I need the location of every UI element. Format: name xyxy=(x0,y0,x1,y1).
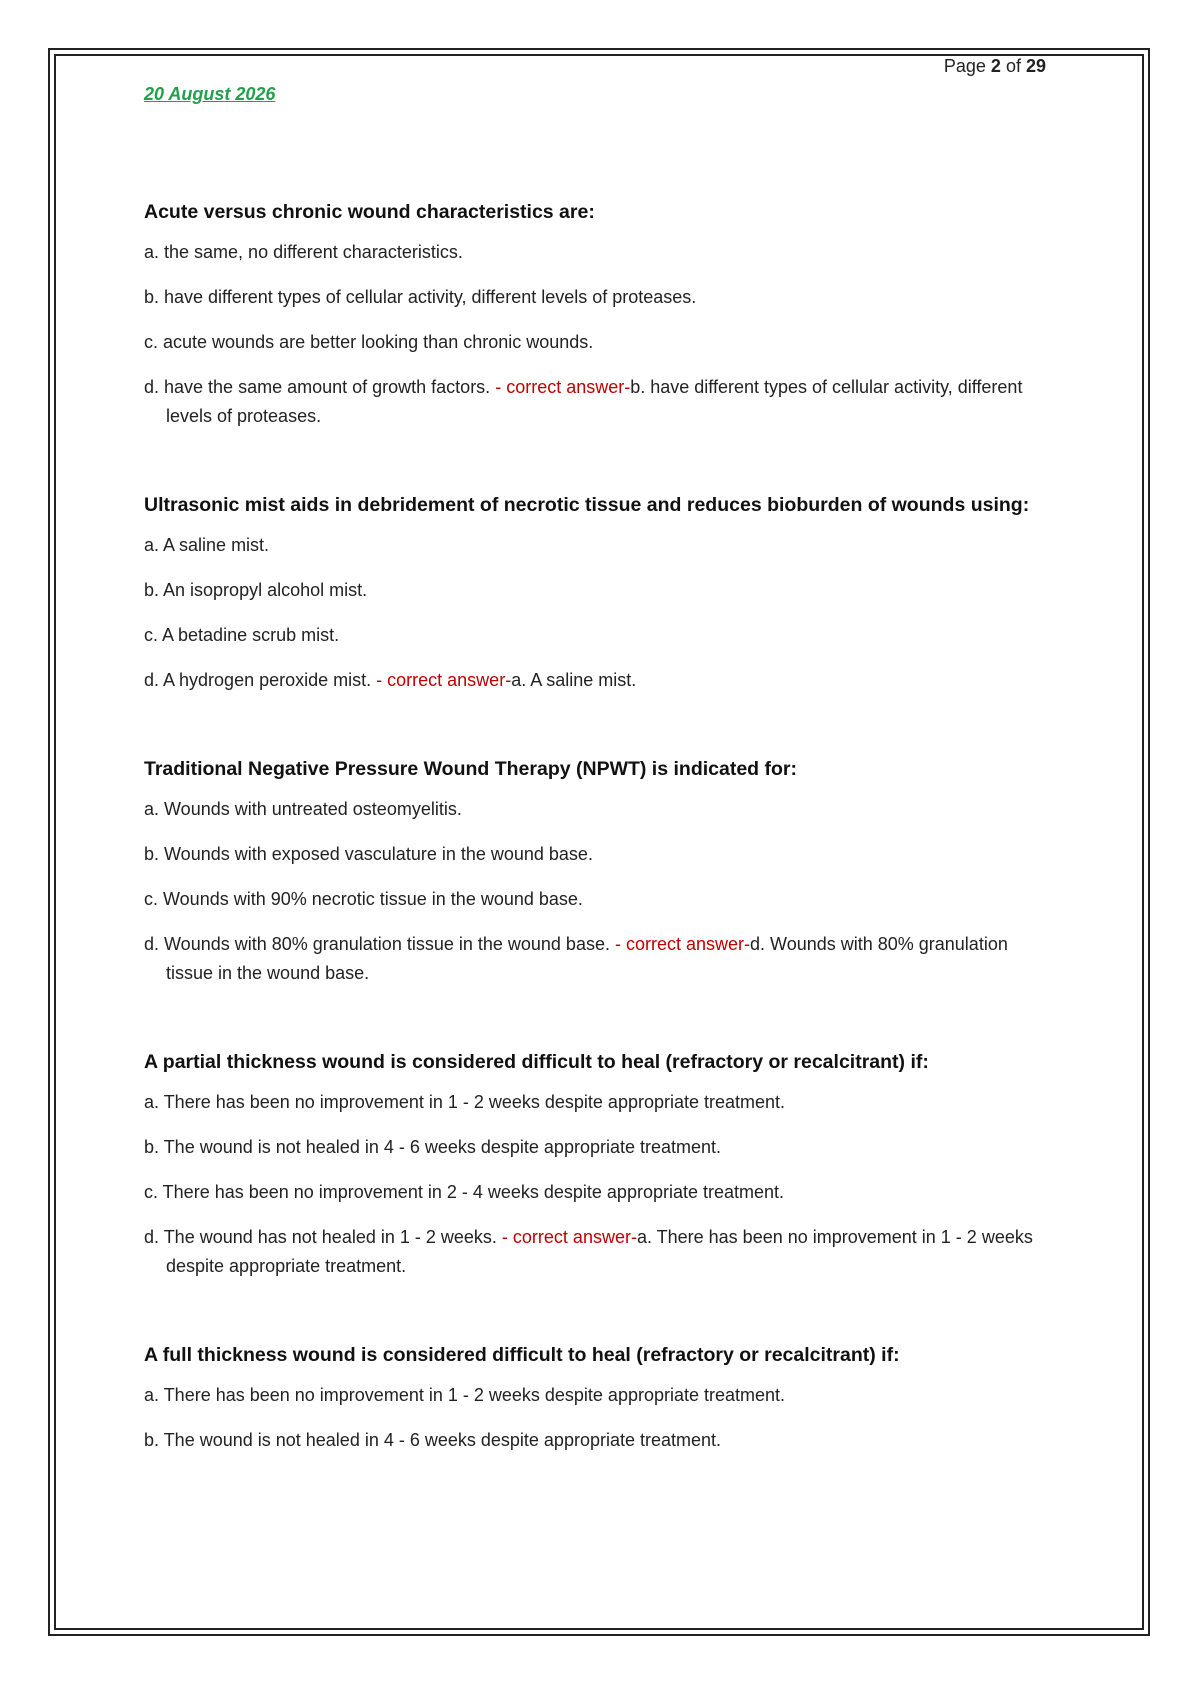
option-text: c. There has been no improvement in 2 - 4 weeks despite appropriate treatment. xyxy=(144,1182,785,1202)
question-text: A full thickness wound is considered difficult to heal (refractory or recalcitrant) if: xyxy=(144,1344,900,1366)
page-label: Page xyxy=(943,56,986,76)
answer-option xyxy=(144,283,1052,312)
correct-answer-text: a. There has been no improvement in 1 - 2 weeks despite appropriate treatment. xyxy=(166,1227,1033,1276)
option-text: a. There has been no improvement in 1 - 2 weeks despite appropriate treatment. xyxy=(144,1092,786,1112)
option-text: b. have different types of cellular activity, different levels of proteases. xyxy=(144,287,697,307)
option-text: a. There has been no improvement in 1 - 2 weeks despite appropriate treatment. xyxy=(144,1385,786,1405)
page-of: of xyxy=(1005,56,1021,76)
question-block xyxy=(144,196,1052,431)
question-text: Ultrasonic mist aids in debridement of necrotic tissue and reduces bioburden of wounds using: xyxy=(144,494,1030,516)
option-text: d. Wounds with 80% granulation tissue in the wound base. xyxy=(144,934,610,954)
option-text: a. Wounds with untreated osteomyelitis. xyxy=(144,799,462,819)
question-block xyxy=(144,1046,1052,1281)
correct-answer-tag: - correct answer- xyxy=(614,934,751,954)
question-text: A partial thickness wound is considered difficult to heal (refractory or recalcitrant) if: xyxy=(144,1051,929,1073)
answer-option xyxy=(144,1426,1052,1455)
answer-option xyxy=(144,1381,1052,1410)
option-text: d. A hydrogen peroxide mist. xyxy=(144,670,372,690)
correct-answer-text: b. have different types of cellular activity, different levels of proteases. xyxy=(166,377,1023,426)
answer-option xyxy=(144,621,1052,650)
answer-option xyxy=(144,930,1052,988)
answer-option xyxy=(144,885,1052,914)
question-text: Traditional Negative Pressure Wound Therapy (NPWT) is indicated for: xyxy=(144,758,797,780)
page-current: 2 xyxy=(990,56,1001,76)
page-number xyxy=(944,56,1046,77)
option-text: c. acute wounds are better looking than chronic wounds. xyxy=(144,332,594,352)
answer-option xyxy=(144,576,1052,605)
answer-option xyxy=(144,531,1052,560)
answer-option xyxy=(144,666,1052,695)
question-block xyxy=(144,1339,1052,1455)
option-text: a. the same, no different characteristics. xyxy=(144,242,463,262)
page-total: 29 xyxy=(1025,56,1046,76)
answer-option xyxy=(144,840,1052,869)
questions-list xyxy=(144,196,1052,1513)
answer-option xyxy=(144,1223,1052,1281)
option-text: c. Wounds with 90% necrotic tissue in the wound base. xyxy=(144,889,583,909)
option-text: d. have the same amount of growth factors. xyxy=(144,377,491,397)
answer-option xyxy=(144,373,1052,431)
answer-option xyxy=(144,1133,1052,1162)
correct-answer-tag: - correct answer- xyxy=(501,1227,637,1247)
answer-option xyxy=(144,328,1052,357)
option-text: c. A betadine scrub mist. xyxy=(144,625,340,645)
answer-option xyxy=(144,1178,1052,1207)
correct-answer-text: a. A saline mist. xyxy=(511,670,637,690)
option-text: b. The wound is not healed in 4 - 6 weeks despite appropriate treatment. xyxy=(144,1137,722,1157)
answer-option xyxy=(144,238,1052,267)
document-date: 20 August 2026 xyxy=(144,84,276,104)
question-block xyxy=(144,753,1052,988)
answer-option xyxy=(144,1088,1052,1117)
option-text: d. The wound has not healed in 1 - 2 weeks. xyxy=(144,1227,497,1247)
option-text: b. The wound is not healed in 4 - 6 weeks despite appropriate treatment. xyxy=(144,1430,722,1450)
question-block xyxy=(144,489,1052,695)
option-text: b. An isopropyl alcohol mist. xyxy=(144,580,368,600)
option-text: a. A saline mist. xyxy=(144,535,270,555)
correct-answer-tag: - correct answer- xyxy=(376,670,512,690)
question-text: Acute versus chronic wound characteristics are: xyxy=(144,201,595,223)
option-text: b. Wounds with exposed vasculature in the wound base. xyxy=(144,844,593,864)
correct-answer-tag: - correct answer- xyxy=(495,377,631,397)
correct-answer-text: d. Wounds with 80% granulation tissue in the wound base. xyxy=(166,934,1008,983)
answer-option xyxy=(144,795,1052,824)
